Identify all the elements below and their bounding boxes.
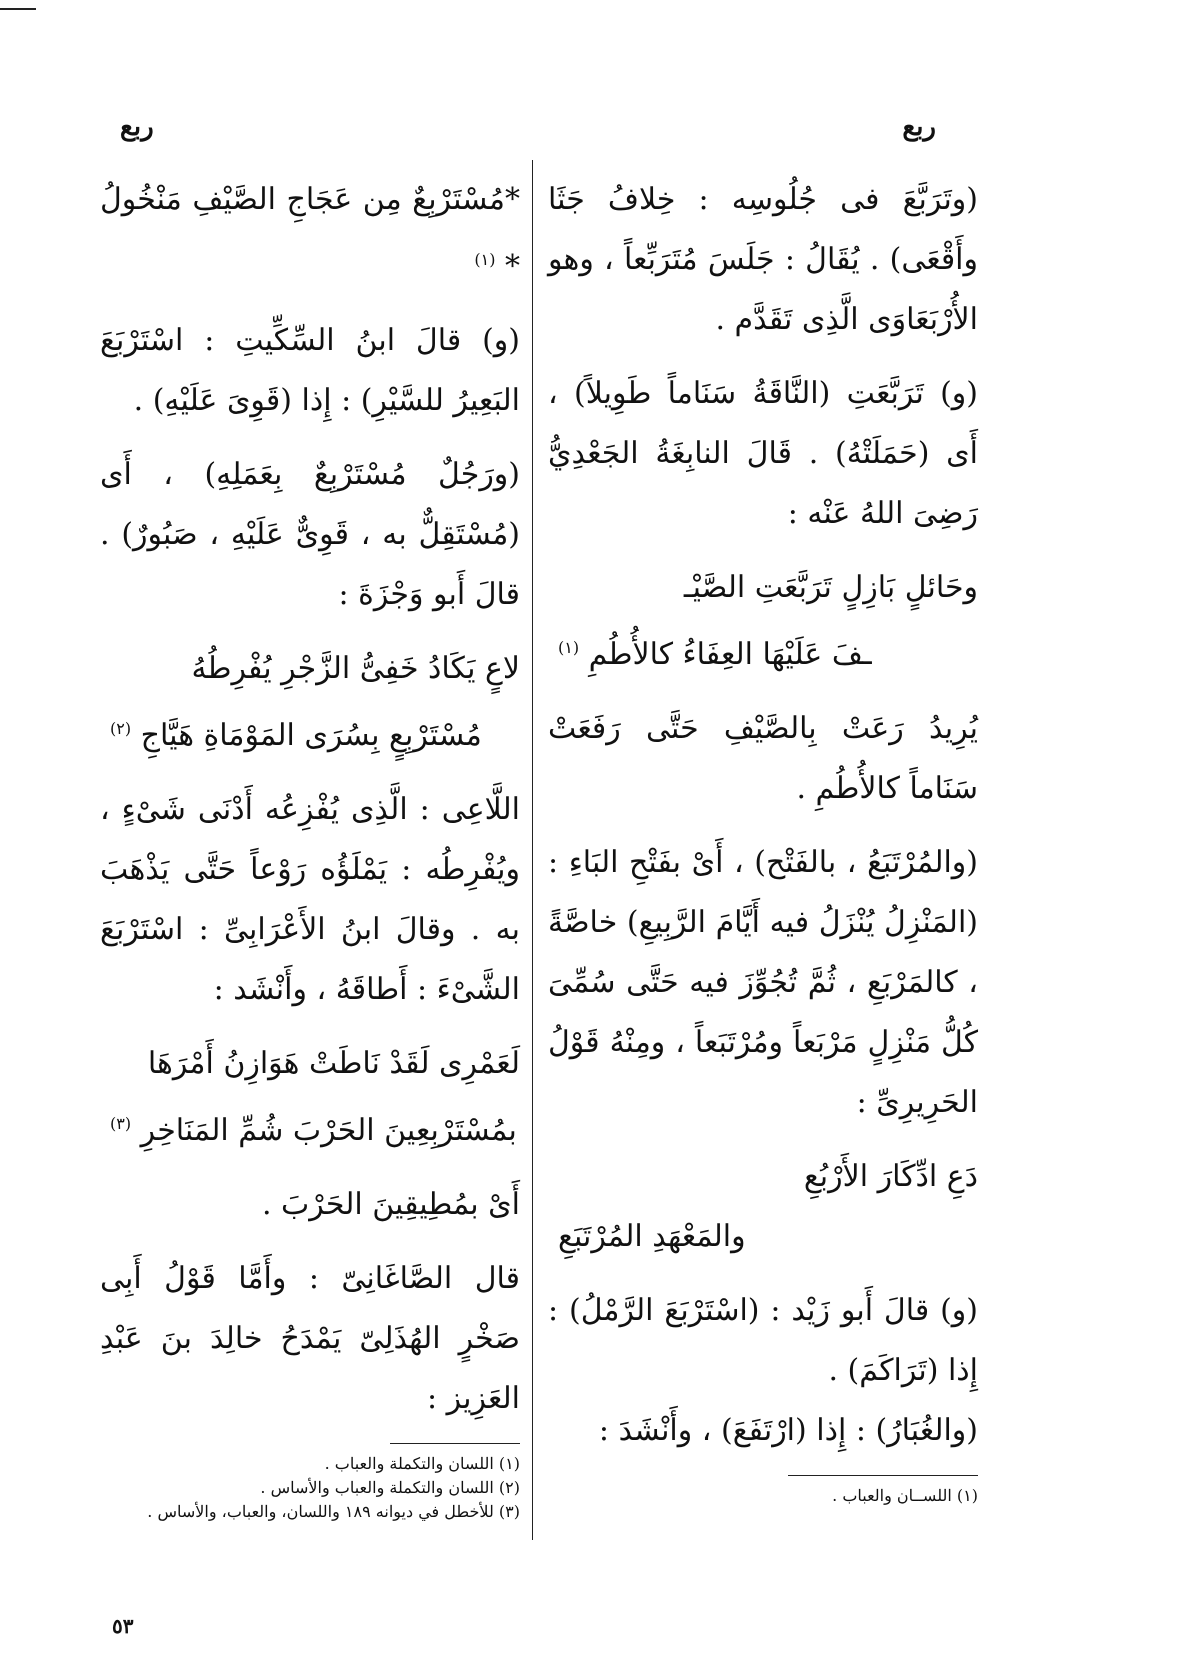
footnote: (٣) للأخطل في ديوانه ١٨٩ واللسان، والعباب، والأساس . <box>147 1502 520 1521</box>
verse-hemistich-1: لَعَمْرِى لَقَدْ نَاطَتْ هَوَازِنُ أَمْرَهَا <box>147 1046 520 1081</box>
verse-text: ـفَ عَلَيْهَا العِفَاءُ كالأُطُمِ <box>588 637 872 672</box>
verse-hemistich-2: والمَعْهَدِ المُرْتَبَعِ <box>558 1219 746 1254</box>
verse-line <box>100 170 520 297</box>
paragraph: (و) قالَ أَبو زَيْد : (اسْتَرْبَعَ الرَّمْلُ) : إِذا (تَرَاكَمَ) . <box>548 1293 978 1388</box>
verse-hemistich-2 <box>100 1094 520 1161</box>
footnote: (١) اللسان والتكملة والعباب . <box>324 1454 520 1473</box>
paragraph: (و) قالَ ابنُ السِّكِّيتِ : اسْتَرْبَعَ البَعِيرُ للسَّيْرِ) : إِذا (قَوِىَ عَلَيْهِ) . <box>100 323 520 418</box>
verse-text: مُسْتَرْبِعٍ بِسُرَى المَوْمَاةِ هَيَّاجِ <box>140 718 482 753</box>
verse <box>548 558 978 685</box>
column-divider <box>532 160 533 1540</box>
verse-hemistich-1: وحَائلٍ بَازِلٍ تَرَبَّعَتِ الصَّيْـ <box>683 570 978 605</box>
corner-mark <box>0 8 36 10</box>
paragraph: (و) تَرَبَّعَتِ (النَّاقَةُ سَنَاماً طَوِيلاً) ، أَى (حَمَلَتْهُ) . قَالَ النابِغَةُ الجَعْدِيُّ رَضِىَ اللهُ عَنْه : <box>548 376 978 531</box>
paragraph: اللَّاعِى : الَّذِى يُفْزِعُه أَدْنَى شَىْءٍ ، ويُفْرِطُه : يَمْلَؤُه رَوْعاً حَتَّى يَذْهَبَ به . وقالَ ابنُ الأَعْرَابِىِّ : اسْتَرْبَعَ الشَّىْءَ : أَطاقَهُ ، وأَنْشَد : <box>100 792 520 1007</box>
footnote-rule <box>788 1475 978 1476</box>
paragraph: قال الصَّاغَانِىّ : وأَمَّا قَوْلُ أَبِى صَخْرٍ الهُذَلِىّ يَمْدَحُ خالِدَ بنَ عَبْدِ العَزِيز : <box>100 1261 520 1416</box>
paragraph: يُرِيدُ رَعَتْ بِالصَّيْفِ حَتَّى رَفَعَتْ سَنَاماً كالأُطُمِ . <box>548 711 978 806</box>
footnote: (١) اللســان والعباب . <box>832 1486 978 1505</box>
footnote-ref: (٣) <box>110 1114 132 1133</box>
left-column <box>100 170 520 1524</box>
verse-hemistich-1: لاعٍ يَكَادُ خَفِىُّ الزَّجْرِ يُفْرِطُهُ <box>191 651 520 686</box>
paragraph: (وتَرَبَّعَ فى جُلُوسِه : خِلافُ جَثَا وأَقْعَى) . يُقَالُ : جَلَسَ مُتَرَبِّعاً ، وهو الأُرْبَعَاوَى الَّذِى تَقَدَّم . <box>548 182 978 337</box>
footnote-ref: (٢) <box>110 719 132 738</box>
footnote-ref: (١) <box>474 250 496 269</box>
page-number: ٥٣ <box>112 1614 134 1638</box>
paragraph: (والمُرْتَبَعُ ، بالفَتْح) ، أَىْ بفَتْحِ البَاءِ : (المَنْزِلُ يُنْزَلُ فيه أَيَّامَ الرَّبِيعِ) خاصَّةً ، كالمَرْبَعِ ، ثُمَّ تُجُوِّزَ فيه حَتَّى سُمِّىَ كُلُّ مَنْزِلٍ مَرْبَعاً ومُرْتَبَعاً ، ومِنْهُ قَوْلُ الحَرِيرِىِّ : <box>548 845 978 1120</box>
verse-text: *مُسْتَرْبِعٌ مِن عَجَاجِ الصَّيْفِ مَنْخُولُ * <box>100 182 520 284</box>
verse <box>548 1147 978 1267</box>
verse-hemistich-1: دَعِ ادِّكَارَ الأَرْبُعِ <box>803 1159 978 1194</box>
running-headword-right: ربع <box>902 112 936 142</box>
verse-hemistich-2 <box>100 699 520 766</box>
running-headword-left: ربع <box>120 112 154 142</box>
verse-text: بمُسْتَرْبِعِينَ الحَرْبَ شُمِّ المَنَاخِرِ <box>140 1113 517 1148</box>
verse-hemistich-2 <box>548 618 978 685</box>
paragraph: (والغُبَارُ) : إِذا (ارْتَفَعَ) ، وأَنْشَدَ : <box>598 1413 978 1448</box>
verse <box>100 639 520 766</box>
right-column <box>548 170 978 1508</box>
verse <box>100 1034 520 1161</box>
paragraph: أَىْ بمُطِيقِينَ الحَرْبَ . <box>261 1187 520 1222</box>
footnote-rule <box>390 1443 520 1444</box>
footnote-ref: (١) <box>558 638 580 657</box>
paragraph: (ورَجُلٌ مُسْتَرْبِعٌ بِعَمَلِهِ) ، أَى (مُسْتَقِلٌّ به ، قَوِىٌّ عَلَيْهِ ، صَبُورٌ) . قالَ أَبو وَجْزَةَ : <box>100 457 520 612</box>
footnote: (٢) اللسان والتكملة والعباب والأساس . <box>260 1478 520 1497</box>
